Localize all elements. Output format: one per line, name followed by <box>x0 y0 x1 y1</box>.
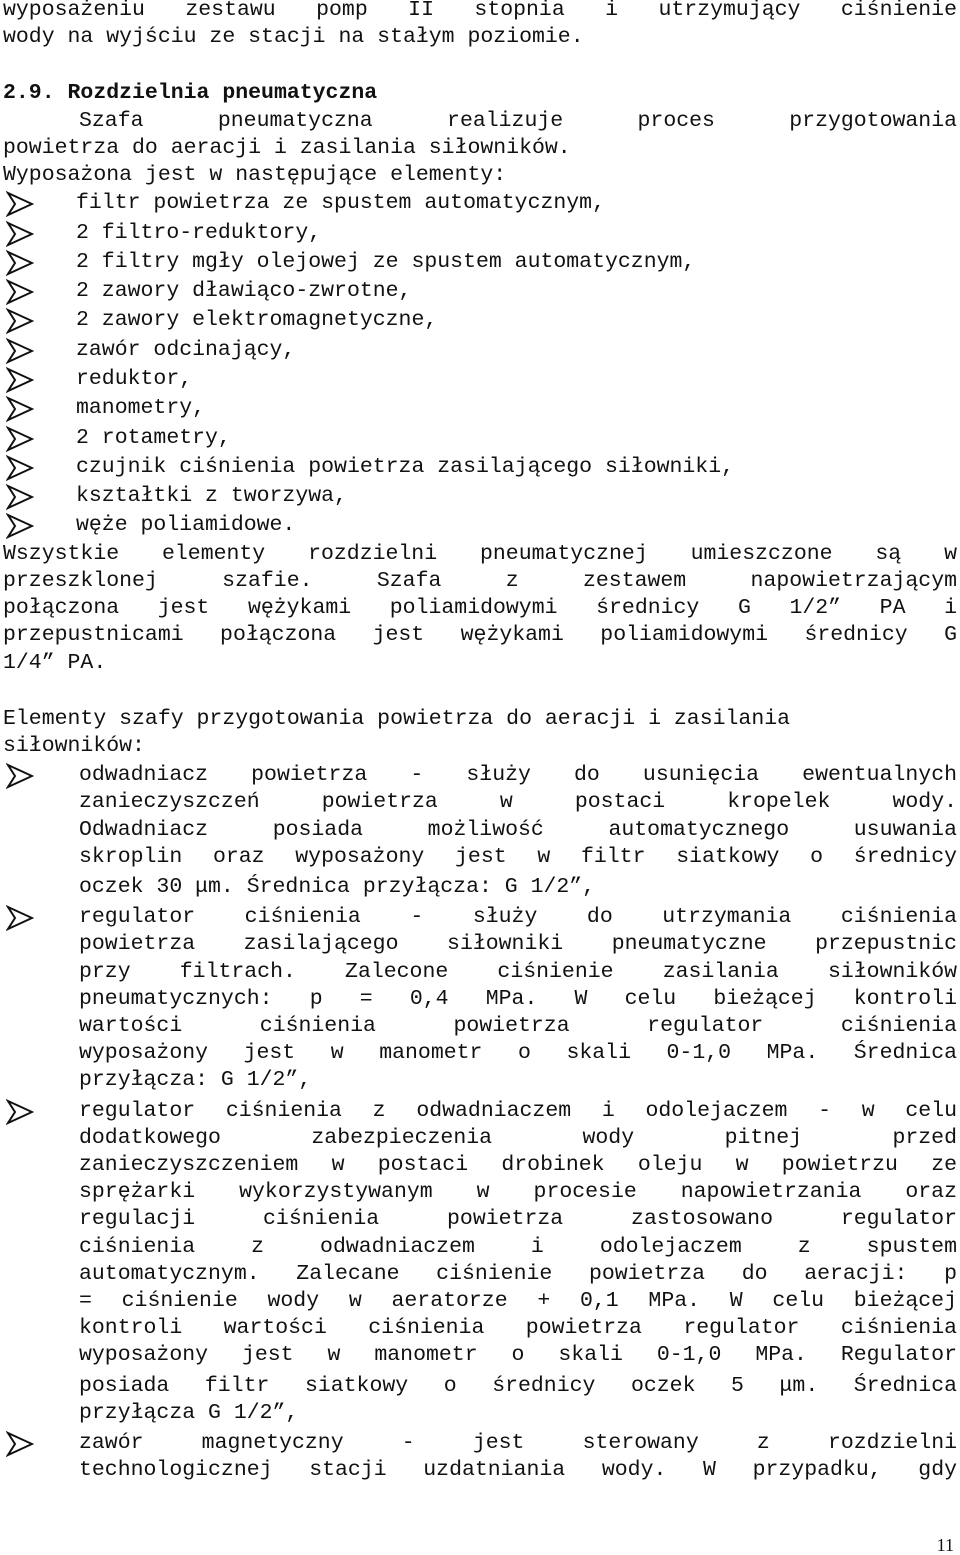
spacer <box>3 51 957 80</box>
list-item-line: odwadniacz powietrza - służy do usunięcia ewentualnych <box>79 763 957 788</box>
list-item <box>3 453 957 482</box>
list-item-text: 2 zawory dławiąco-zwrotne, <box>76 279 412 304</box>
list-item-line: = ciśnienie wody w aeratorze + 0,1 MPa. W celu bieżącej <box>79 1289 957 1314</box>
list-item-line: regulacji ciśnienia powietrza zastosowano regulator <box>79 1207 957 1232</box>
list-item-line: oczek 30 μm. Średnica przyłącza: G 1/2”, <box>79 875 596 900</box>
list-item <box>3 189 957 218</box>
list-item-text: zawór odcinający, <box>76 337 296 362</box>
intro-line-2: wody na wyjściu ze stacji na stałym poziomie. <box>3 25 584 50</box>
list-item-text: reduktor, <box>76 367 193 391</box>
list-item-line: wyposażony jest w manometr o skali 0-1,0 MPa. Regulator <box>79 1343 957 1368</box>
list-item-text: czujnik ciśnienia powietrza zasilającego siłowniki, <box>76 454 735 479</box>
list-item <box>3 424 957 453</box>
arrow-bullet-icon <box>6 513 34 539</box>
list-item-line: dodatkowego zabezpieczenia wody pitnej przed <box>79 1125 957 1150</box>
list-item-text: kształtki z tworzywa, <box>76 484 347 509</box>
list-item <box>3 219 957 248</box>
arrow-bullet-icon <box>6 455 34 481</box>
list-item <box>3 1430 957 1484</box>
list-item-line: skroplin oraz wyposażony jest w filtr siatkowy o średnicy <box>79 844 957 869</box>
list-item-line: powietrza zasilającego siłowniki pneumatyczne przepustnic <box>79 932 957 957</box>
list-item-line: pneumatycznych: p = 0,4 MPa. W celu bieżącej kontroli <box>79 986 957 1011</box>
list-item-line: sprężarki wykorzystywanym w procesie napowietrzania oraz <box>79 1180 957 1205</box>
intro-line-1: wyposażeniu zestawu pomp II stopnia i utrzymujący ciśnienie <box>3 0 957 22</box>
list-item <box>3 904 957 1094</box>
list-item <box>3 277 957 306</box>
list-item-line: przyłącza: G 1/2”, <box>79 1068 312 1093</box>
list-item-line: technologicznej stacji uzdatniania wody. W przypadku, gdy <box>79 1458 957 1483</box>
list-item-text: manometry, <box>76 396 206 421</box>
paragraph-2-line-4: przepustnicami połączona jest wężykami poliamidowymi średnicy G <box>3 623 957 648</box>
list-item-line: posiada filtr siatkowy o średnicy oczek 5 μm. Średnica <box>79 1373 957 1398</box>
list-item <box>3 336 957 365</box>
arrow-bullet-icon <box>6 905 34 931</box>
list-item-line: przy filtrach. Zalecone ciśnienie zasilania siłowników <box>79 959 957 984</box>
page-number: 11 <box>936 1535 954 1555</box>
list-item-text: 2 rotametry, <box>76 425 231 450</box>
list-item-line: Odwadniacz posiada możliwość automatycznego usuwania <box>79 817 957 842</box>
arrow-bullet-icon <box>6 484 34 510</box>
list-item-line: regulator ciśnienia z odwadniaczem i odolejaczem - w celu <box>79 1098 957 1123</box>
arrow-bullet-icon <box>6 191 34 217</box>
list-item-text: 2 filtry mgły olejowej ze spustem automatycznym, <box>76 249 696 274</box>
list-item <box>3 394 957 423</box>
elements-intro-line-1: Elementy szafy przygotowania powietrza do aeracji i zasilania <box>3 706 791 731</box>
list-item-line: zawór magnetyczny - jest sterowany z rozdzielni <box>79 1431 957 1456</box>
arrow-bullet-icon <box>6 1099 34 1125</box>
equipment-list <box>3 189 957 541</box>
list-item-line: wyposażony jest w manometr o skali 0-1,0 MPa. Średnica <box>79 1041 957 1066</box>
arrow-bullet-icon <box>6 308 34 334</box>
list-item-text: 2 zawory elektromagnetyczne, <box>76 308 438 333</box>
document-page <box>3 0 957 1487</box>
list-item-line: wartości ciśnienia powietrza regulator ciśnienia <box>79 1014 957 1039</box>
list-item-line: automatycznym. Zalecane ciśnienie powietrza do aeracji: p <box>79 1261 957 1286</box>
list-item-text: filtr powietrza ze spustem automatycznym, <box>76 191 605 216</box>
arrow-bullet-icon <box>6 338 34 364</box>
arrow-bullet-icon <box>6 426 34 452</box>
section-heading: 2.9. Rozdzielnia pneumatyczna <box>3 81 378 106</box>
elements-intro-line-2: siłowników: <box>3 734 145 758</box>
list-item <box>3 306 957 335</box>
arrow-bullet-icon <box>6 1431 34 1457</box>
list-item <box>3 511 957 540</box>
list-item-line: ciśnienia z odwadniaczem i odolejaczem z spustem <box>79 1234 957 1259</box>
spacer <box>3 677 957 706</box>
arrow-bullet-icon <box>6 279 34 305</box>
list-item <box>3 762 957 901</box>
list-item <box>3 482 957 511</box>
section-paragraph-line-1: Szafa pneumatyczna realizuje proces przygotowania <box>79 108 957 133</box>
list-item-line: kontroli wartości ciśnienia powietrza regulator ciśnienia <box>79 1316 957 1341</box>
list-item-line: przyłącza G 1/2”, <box>79 1400 299 1425</box>
list-item-line: regulator ciśnienia - służy do utrzymania ciśnienia <box>79 905 957 930</box>
list-item <box>3 365 957 394</box>
arrow-bullet-icon <box>6 396 34 422</box>
paragraph-2-line-1: Wszystkie elementy rozdzielni pneumatycznej umieszczone są w <box>3 541 957 566</box>
arrow-bullet-icon <box>6 367 34 393</box>
arrow-bullet-icon <box>6 763 34 789</box>
list-item-line: zanieczyszczeń powietrza w postaci kropelek wody. <box>79 790 957 815</box>
paragraph-2-line-2: przeszklonej szafie. Szafa z zestawem napowietrzającym <box>3 568 957 593</box>
section-paragraph-line-3: Wyposażona jest w następujące elementy: <box>3 163 507 188</box>
list-item-line: zanieczyszczeniem w postaci drobinek oleju w powietrzu ze <box>79 1153 957 1178</box>
list-item <box>3 248 957 277</box>
paragraph-2-line-5: 1/4” PA. <box>3 650 107 675</box>
arrow-bullet-icon <box>6 221 34 247</box>
list-item-text: 2 filtro-reduktory, <box>76 220 322 245</box>
list-item-text: węże poliamidowe. <box>76 513 296 538</box>
list-item <box>3 1098 957 1427</box>
paragraph-2-line-3: połączona jest wężykami poliamidowymi średnicy G 1/2” PA i <box>3 596 957 621</box>
arrow-bullet-icon <box>6 250 34 276</box>
elements-list <box>3 762 957 1484</box>
section-paragraph-line-2: powietrza do aeracji i zasilania siłowników. <box>3 135 571 160</box>
